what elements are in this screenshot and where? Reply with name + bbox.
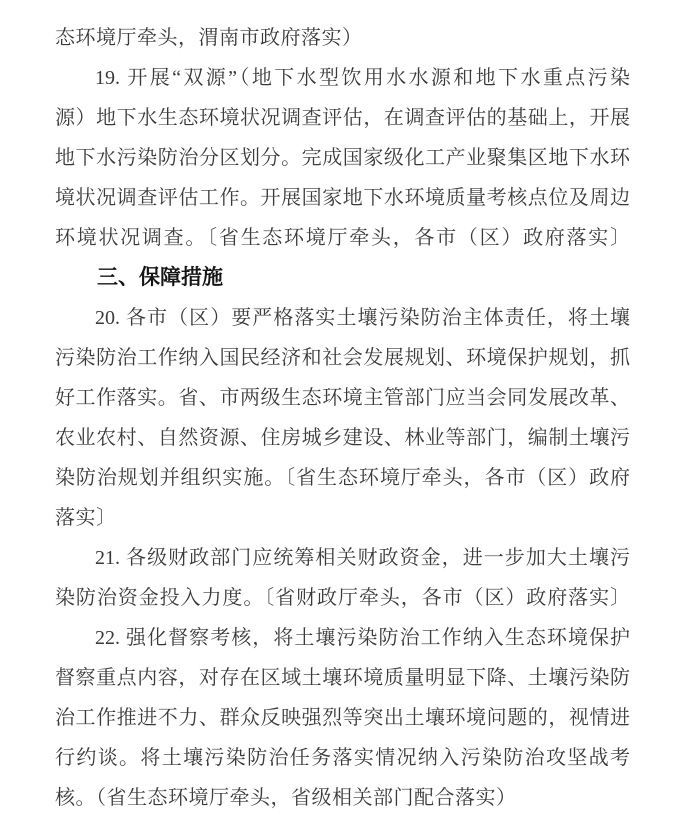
document-line: 治工作推进不力、群众反映强烈等突出土壤环境问题的，视情进 — [55, 707, 630, 729]
document-line: 督察重点内容，对存在区域土壤环境质量明显下降、土壤污染防 — [55, 667, 630, 689]
document-line: 地下水污染防治分区划分。完成国家级化工产业聚集区地下水环 — [55, 147, 630, 169]
document-line: 落实〕 — [55, 507, 117, 529]
section-safeguard-measures — [55, 258, 630, 298]
document-line: 行约谈。将土壤污染防治任务落实情况纳入污染防治攻坚战考 — [55, 747, 630, 769]
section-heading: 三、保障措施 — [97, 266, 223, 289]
document-line: 染防治规划并组织实施。〔省生态环境厅牵头，各市（区）政府 — [55, 467, 630, 489]
document-line: 境状况调查评估工作。开展国家地下水环境质量考核点位及周边 — [55, 187, 630, 209]
document-line: 22. 强化督察考核，将土壤污染防治工作纳入生态环境保护 — [95, 627, 630, 649]
document-line: 20. 各市（区）要严格落实土壤污染防治主体责任，将土壤 — [95, 307, 630, 329]
document-line: 染防治资金投入力度。〔省财政厅牵头，各市（区）政府落实〕 — [55, 587, 630, 609]
document-line: 源）地下水生态环境状况调查评估，在调查评估的基础上，开展 — [55, 107, 630, 129]
document-line: 环境状况调查。〔省生态环境厅牵头，各市（区）政府落实〕 — [55, 227, 630, 249]
document-line: 农业农村、自然资源、住房城乡建设、林业等部门，编制土壤污 — [55, 427, 630, 449]
paragraph-item-19 — [55, 58, 630, 258]
document-line: 核。（省生态环境厅牵头，省级相关部门配合落实） — [55, 787, 517, 809]
paragraph-item-22 — [55, 618, 630, 818]
paragraph-item-21 — [55, 538, 630, 618]
paragraph-item-20 — [55, 298, 630, 538]
document-line: 好工作落实。省、市两级生态环境主管部门应当会同发展改革、 — [55, 387, 630, 409]
document-line: 态环境厅牵头，渭南市政府落实） — [55, 27, 363, 49]
document-line: 21. 各级财政部门应统筹相关财政资金，进一步加大土壤污 — [95, 547, 630, 569]
document-line: 污染防治工作纳入国民经济和社会发展规划、环境保护规划，抓 — [55, 347, 630, 369]
document-line: 19. 开展“双源”（地下水型饮用水水源和地下水重点污染 — [95, 67, 630, 89]
paragraph-continuation — [55, 18, 630, 58]
